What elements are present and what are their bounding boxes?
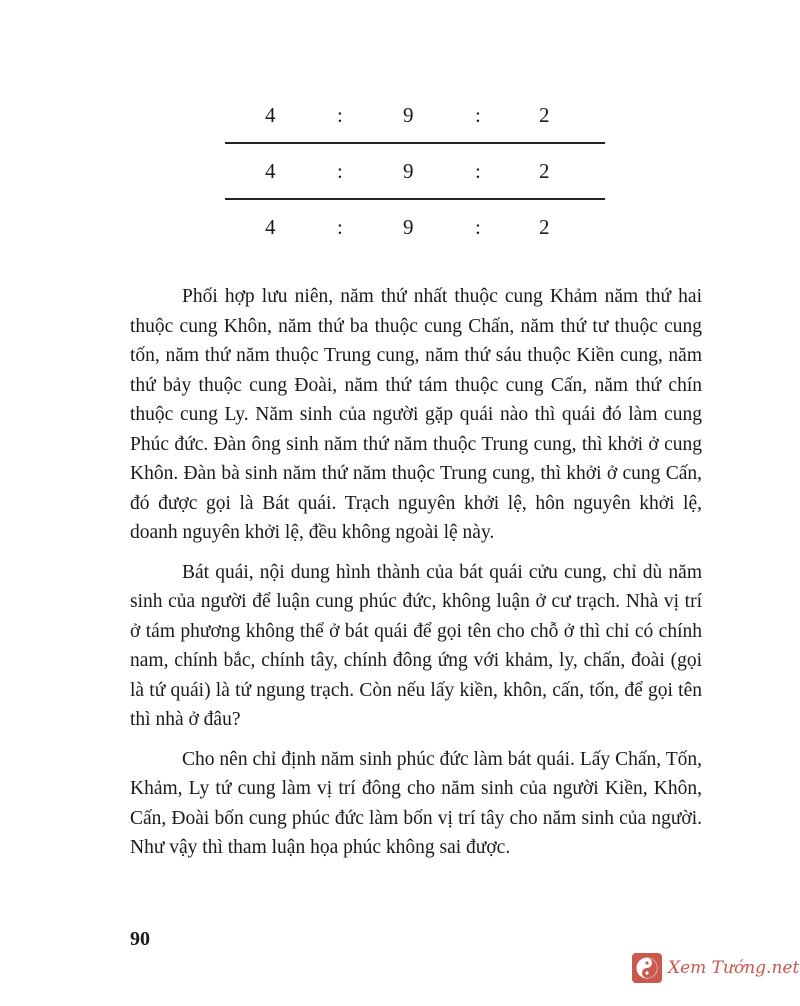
ratio-value: 2	[539, 215, 550, 239]
paragraph: Phối hợp lưu niên, năm thứ nhất thuộc cung Khảm năm thứ hai thuộc cung Khôn, năm thứ ba thuộc cung Chấn, năm thứ tư thuộc cung tốn, năm thứ năm thuộc Trung cung, năm thứ sáu thuộc Kiền cung, năm thứ bảy thuộc cung Đoài, năm thứ tám thuộc cung Cấn, năm thứ chín thuộc cung Ly. Năm sinh của người gặp quái nào thì quái đó làm cung Phúc đức. Đàn ông sinh năm thứ năm thuộc Trung cung, thì khởi ở cung Khôn. Đàn bà sinh năm thứ năm thuộc Trung cung, thì khởi ở cung Cấn, đó được gọi là Bát quái. Trạch nguyên khởi lệ, hôn nguyên khởi lệ, doanh nguyên khởi lệ, đều không ngoài lệ này.	[130, 286, 702, 543]
watermark	[632, 953, 799, 983]
body-text	[130, 282, 702, 873]
ratio-table	[225, 88, 605, 254]
ratio-value: 9	[403, 159, 414, 183]
ratio-value: 2	[539, 159, 550, 183]
ratio-row	[225, 200, 605, 254]
ratio-value: 2	[539, 103, 550, 127]
ratio-separator: :	[337, 159, 343, 183]
ratio-separator: :	[475, 159, 481, 183]
ratio-separator: :	[475, 103, 481, 127]
ratio-separator: :	[337, 215, 343, 239]
page-number: 90	[130, 928, 150, 950]
ratio-value: 4	[265, 215, 276, 239]
ratio-value: 9	[403, 215, 414, 239]
ratio-value: 4	[265, 103, 276, 127]
ratio-value: 4	[265, 159, 276, 183]
paragraph: Cho nên chỉ định năm sinh phúc đức làm bát quái. Lấy Chấn, Tốn, Khảm, Ly tứ cung làm vị trí đông cho năm sinh của người Kiền, Khôn, Cấn, Đoài bốn cung phúc đức làm bốn vị trí tây cho năm sinh của người. Như vậy thì tham luận họa phúc không sai được.	[130, 748, 702, 858]
watermark-text: Xem Tướng.net	[668, 958, 800, 978]
ratio-row	[225, 88, 605, 142]
paragraph: Bát quái, nội dung hình thành của bát quái cửu cung, chỉ dù năm sinh của người để luận cung phúc đức, không luận ở cư trạch. Nhà vị trí ở tám phương không thể ở bát quái để gọi tên cho chỗ ở thì chỉ có chính nam, chính bắc, chính tây, chính đông ứng với khảm, ly, chấn, đoài (gọi là tứ quái) là tứ ngung trạch. Còn nếu lấy kiền, khôn, cấn, tốn, để gọi tên thì nhà ở đâu?	[130, 561, 702, 730]
ratio-separator: :	[337, 103, 343, 127]
ratio-separator: :	[475, 215, 481, 239]
ratio-row	[225, 144, 605, 198]
ratio-value: 9	[403, 103, 414, 127]
yin-yang-icon	[632, 953, 662, 983]
